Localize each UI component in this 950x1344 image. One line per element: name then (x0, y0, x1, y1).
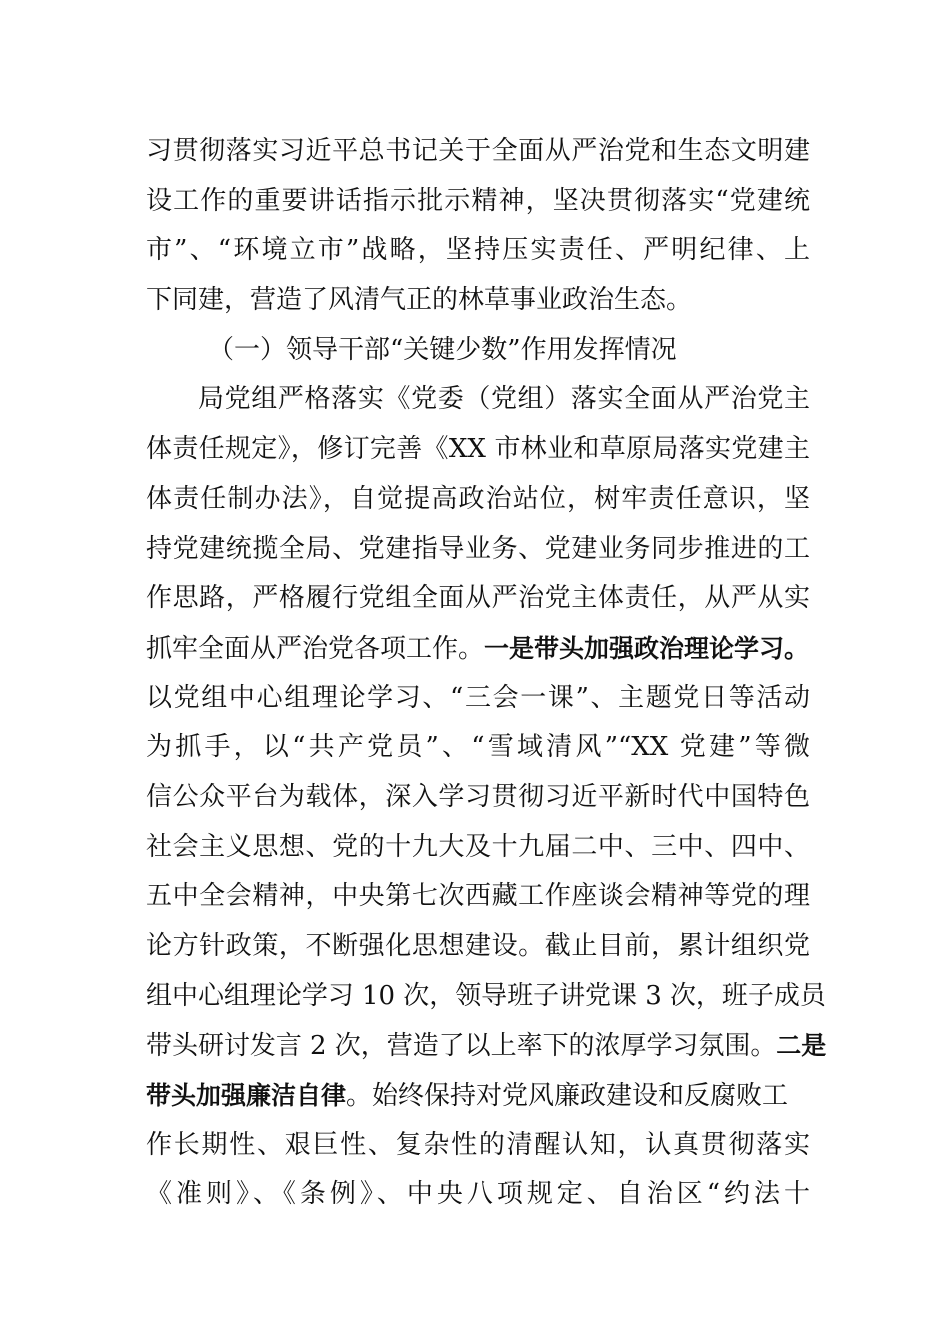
paragraph-line: 设工作的重要讲话指示批示精神，坚决贯彻落实“党建统 (146, 185, 810, 216)
paragraph-line: 带头加强廉洁自律。始终保持对党风廉政建设和反腐败工 (146, 1081, 789, 1112)
paragraph-line: 作思路，严格履行党组全面从严治党主体责任，从严从实 (146, 583, 810, 614)
paragraph-line: 组中心组理论学习 10 次，领导班子讲党课 3 次，班子成员 (146, 980, 826, 1011)
paragraph-line: 为抓手，以“共产党员”、“雪域清风”“XX 党建”等微 (146, 732, 810, 763)
paragraph-line: 论方针政策，不断强化思想建设。截止目前，累计组织党 (146, 931, 810, 961)
emphasis-text: 带头加强廉洁自律 (146, 1081, 347, 1111)
paragraph-line: 作长期性、艰巨性、复杂性的清醒认知，认真贯彻落实 (146, 1129, 810, 1160)
paragraph-line: 《准则》、《条例》、中央八项规定、自治区“约法十 (146, 1179, 810, 1210)
emphasis-text: 一是带头加强政治理论学习。 (484, 633, 810, 663)
section-heading: （一）领导干部“关键少数”作用发挥情况 (208, 334, 677, 365)
paragraph-line: 抓牢全面从严治党各项工作。一是带头加强政治理论学习。 (146, 633, 810, 664)
paragraph-line: 习贯彻落实习近平总书记关于全面从严治党和生态文明建 (146, 136, 810, 166)
paragraph-line: 信公众平台为载体，深入学习贯彻习近平新时代中国特色 (146, 781, 810, 812)
paragraph-line: 带头研讨发言 2 次，营造了以上率下的浓厚学习氛围。二是 (146, 1031, 827, 1062)
paragraph-line: 五中全会精神，中央第七次西藏工作座谈会精神等党的理 (146, 881, 810, 912)
paragraph-line: 市”、“环境立市”战略，坚持压实责任、严明纪律、上 (146, 235, 810, 266)
document-body (146, 127, 827, 1220)
paragraph-line: 社会主义思想、党的十九大及十九届二中、三中、四中、 (146, 831, 810, 862)
paragraph-line: 持党建统揽全局、党建指导业务、党建业务同步推进的工 (146, 533, 810, 564)
emphasis-text: 二是 (776, 1031, 827, 1061)
paragraph-line: 以党组中心组理论学习、“三会一课”、主题党日等活动 (146, 682, 810, 713)
paragraph-line: 体责任规定》，修订完善《XX 市林业和草原局落实党建主 (146, 434, 810, 465)
paragraph-line: 局党组严格落实《党委（党组）落实全面从严治党主 (198, 384, 810, 415)
paragraph-line: 体责任制办法》，自觉提高政治站位，树牢责任意识，坚 (146, 483, 810, 514)
paragraph-line: 下同建，营造了风清气正的林草事业政治生态。 (146, 285, 693, 316)
